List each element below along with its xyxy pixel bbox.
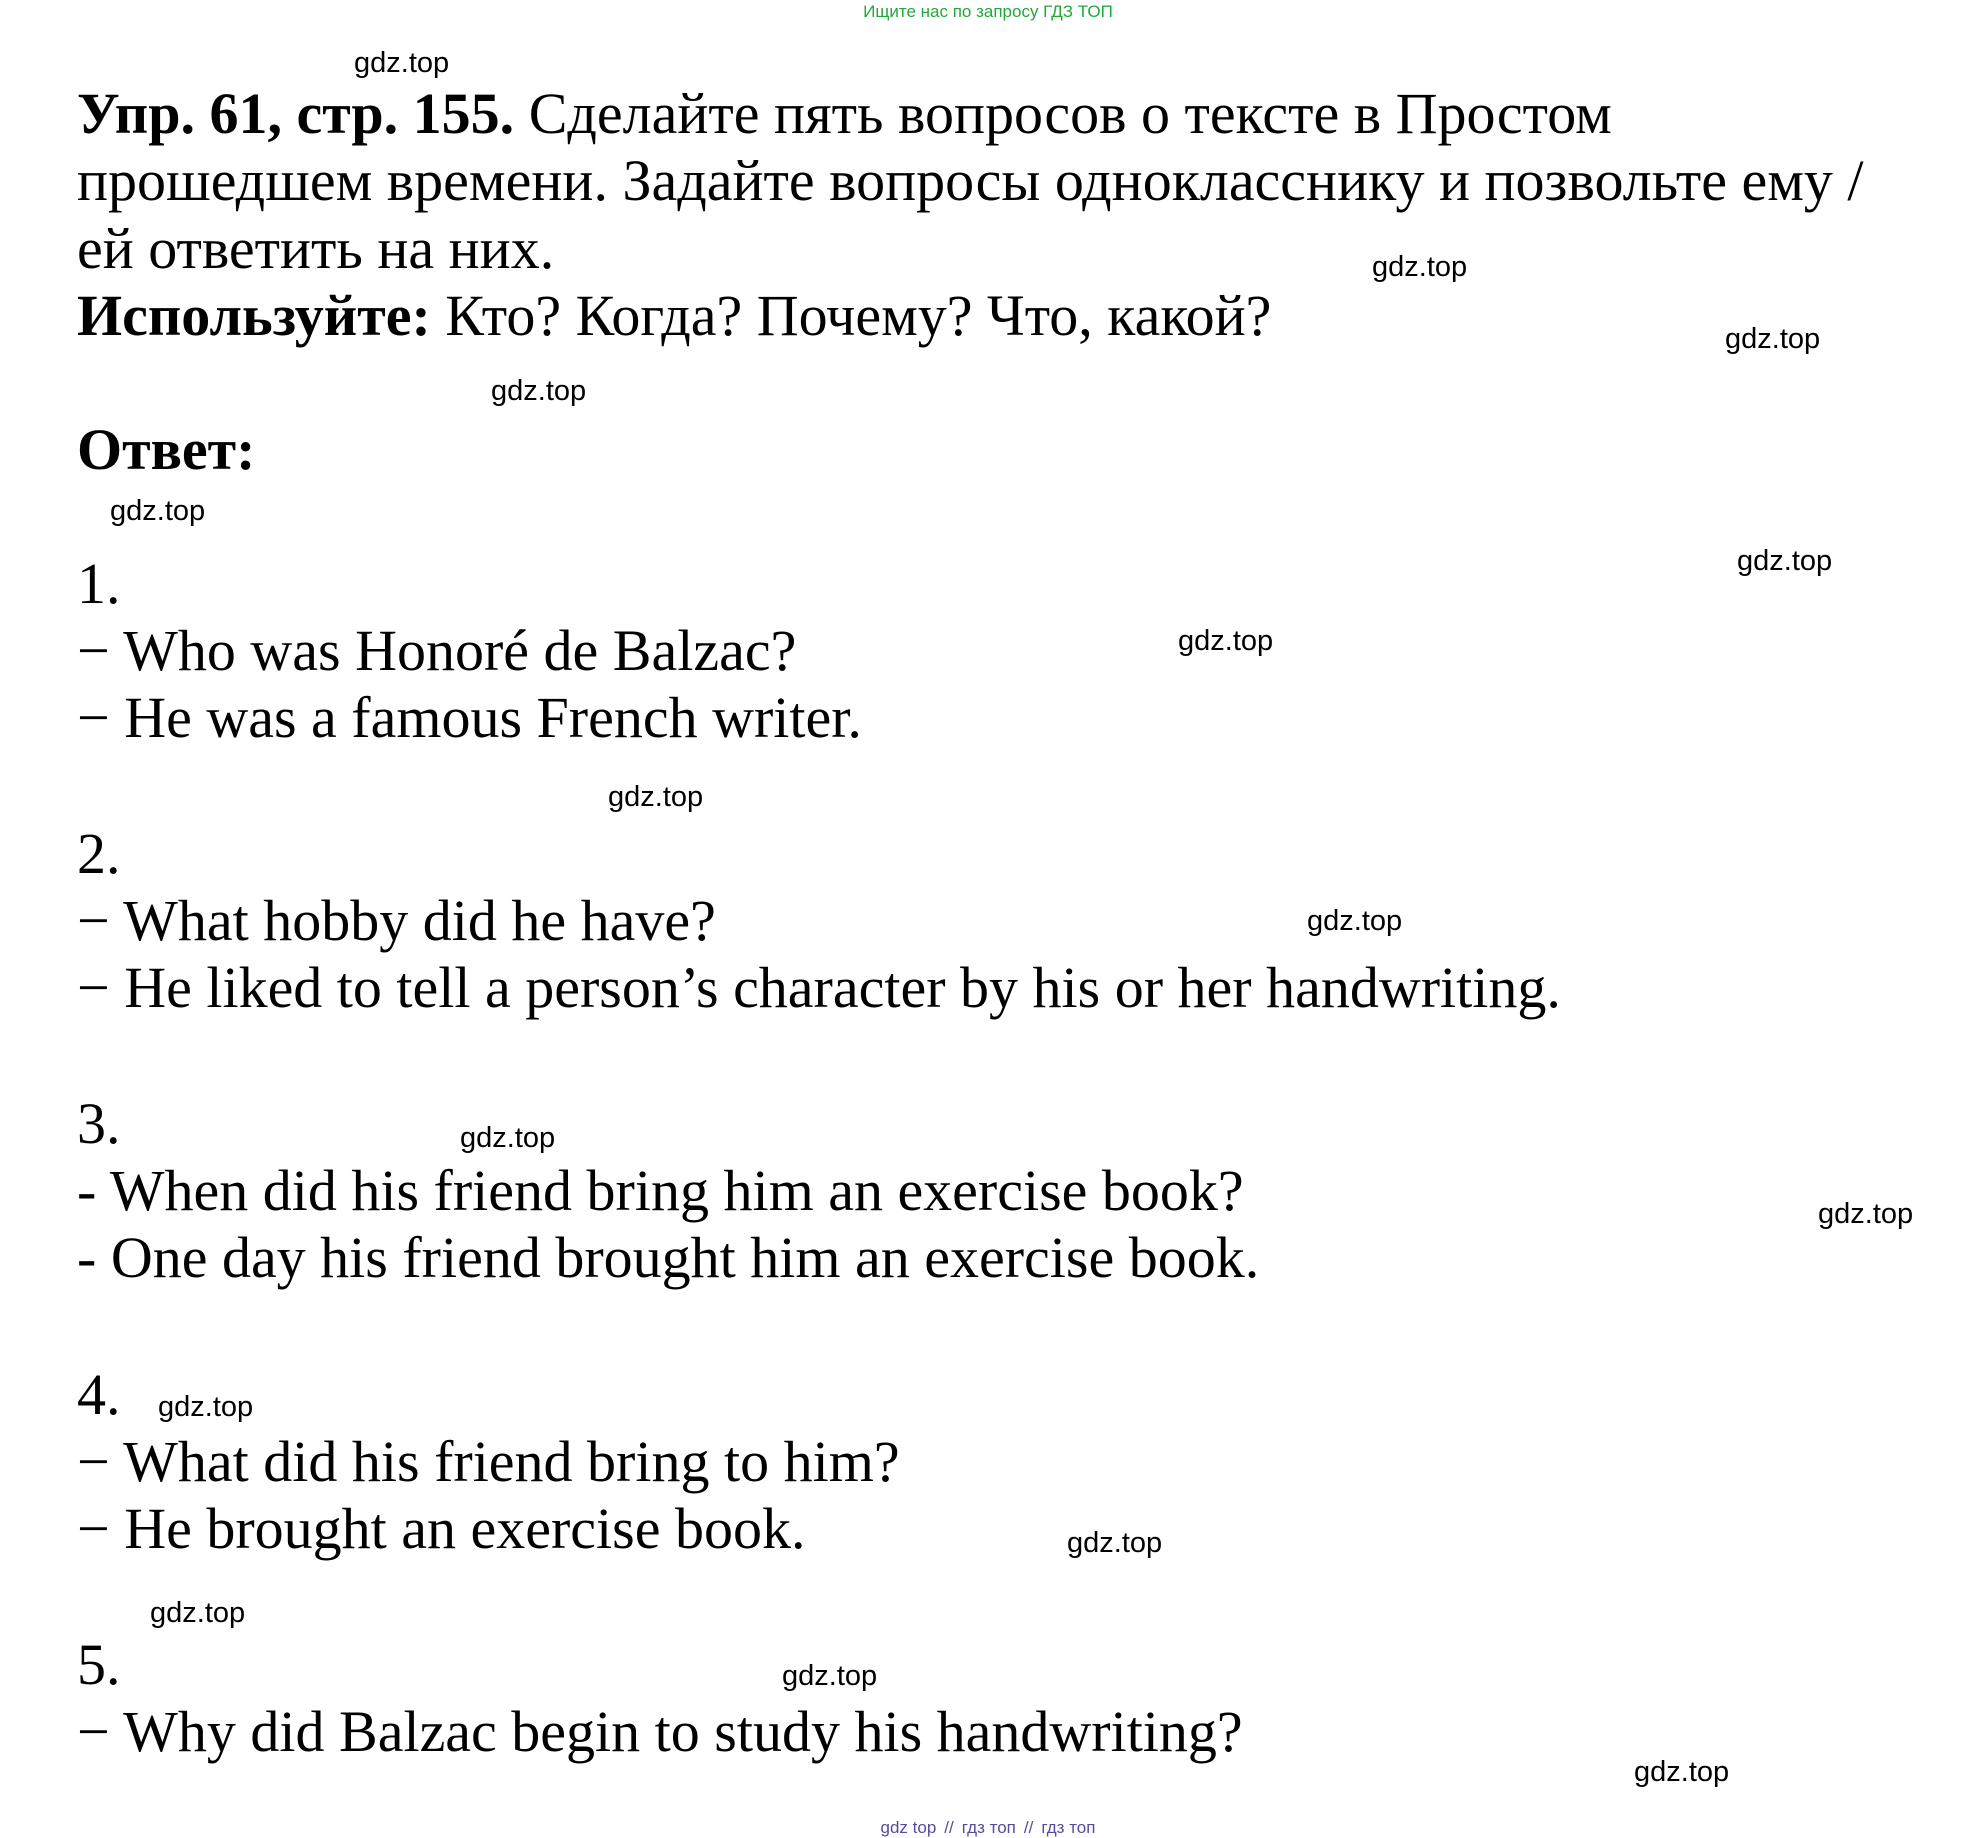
watermark: gdz.top	[1372, 251, 1468, 283]
watermark: gdz.top	[158, 1391, 254, 1423]
answer-number-4: 4.	[77, 1362, 121, 1427]
watermark: gdz.top	[150, 1597, 246, 1629]
watermark: gdz.top	[1818, 1198, 1914, 1230]
watermark: gdz.top	[782, 1660, 878, 1692]
task-text-1: Сделайте пять вопросов о тексте в Простом	[514, 81, 1612, 146]
use-text: Кто? Когда? Почему? Что, какой?	[430, 283, 1272, 348]
watermark: gdz.top	[1725, 323, 1821, 355]
question-3: - When did his friend bring him an exercise book?	[77, 1158, 1244, 1223]
bottom-banner-item: гдз топ	[1041, 1818, 1096, 1837]
use-line	[77, 282, 1271, 350]
watermark: gdz.top	[354, 47, 450, 79]
watermark: gdz.top	[1178, 625, 1274, 657]
watermark: gdz.top	[491, 375, 587, 407]
task-label: Упр. 61, стр. 155.	[77, 81, 515, 146]
answer-4: − He brought an exercise book.	[77, 1496, 806, 1561]
answer-2: − He liked to tell a person’s character by his or her handwriting.	[77, 955, 1561, 1020]
task-text-3: ей ответить на них.	[77, 216, 555, 281]
watermark: gdz.top	[608, 781, 704, 813]
bottom-banner-separator: //	[944, 1818, 954, 1837]
answer-number-1: 1.	[77, 551, 121, 616]
bottom-banner-item: gdz top	[880, 1818, 937, 1837]
watermark: gdz.top	[1307, 905, 1403, 937]
answer-number-2: 2.	[77, 821, 121, 886]
answer-3: - One day his friend brought him an exercise book.	[77, 1225, 1260, 1290]
question-2: − What hobby did he have?	[77, 888, 716, 953]
question-1: − Who was Honoré de Balzac?	[77, 618, 797, 683]
watermark: gdz.top	[110, 495, 206, 527]
task-text-2: прошедшем времени. Задайте вопросы однокласснику и позвольте ему /	[77, 148, 1864, 213]
answer-heading: Ответ:	[77, 417, 256, 482]
watermark: gdz.top	[1634, 1756, 1730, 1788]
task-line-1	[77, 80, 1612, 148]
watermark: gdz.top	[460, 1122, 556, 1154]
watermark: gdz.top	[1737, 545, 1833, 577]
bottom-banner-item: гдз топ	[961, 1818, 1016, 1837]
answer-1: − He was a famous French writer.	[77, 685, 862, 750]
question-5: − Why did Balzac begin to study his handwriting?	[77, 1699, 1243, 1764]
bottom-banner	[0, 1818, 1976, 1838]
answer-number-3: 3.	[77, 1091, 121, 1156]
answer-number-5: 5.	[77, 1632, 121, 1697]
bottom-banner-separator: //	[1023, 1818, 1034, 1837]
top-banner: Ищите нас по запросу ГДЗ ТОП	[863, 2, 1113, 21]
use-label: Используйте:	[77, 283, 431, 348]
watermark: gdz.top	[1067, 1527, 1163, 1559]
question-4: − What did his friend bring to him?	[77, 1429, 900, 1494]
